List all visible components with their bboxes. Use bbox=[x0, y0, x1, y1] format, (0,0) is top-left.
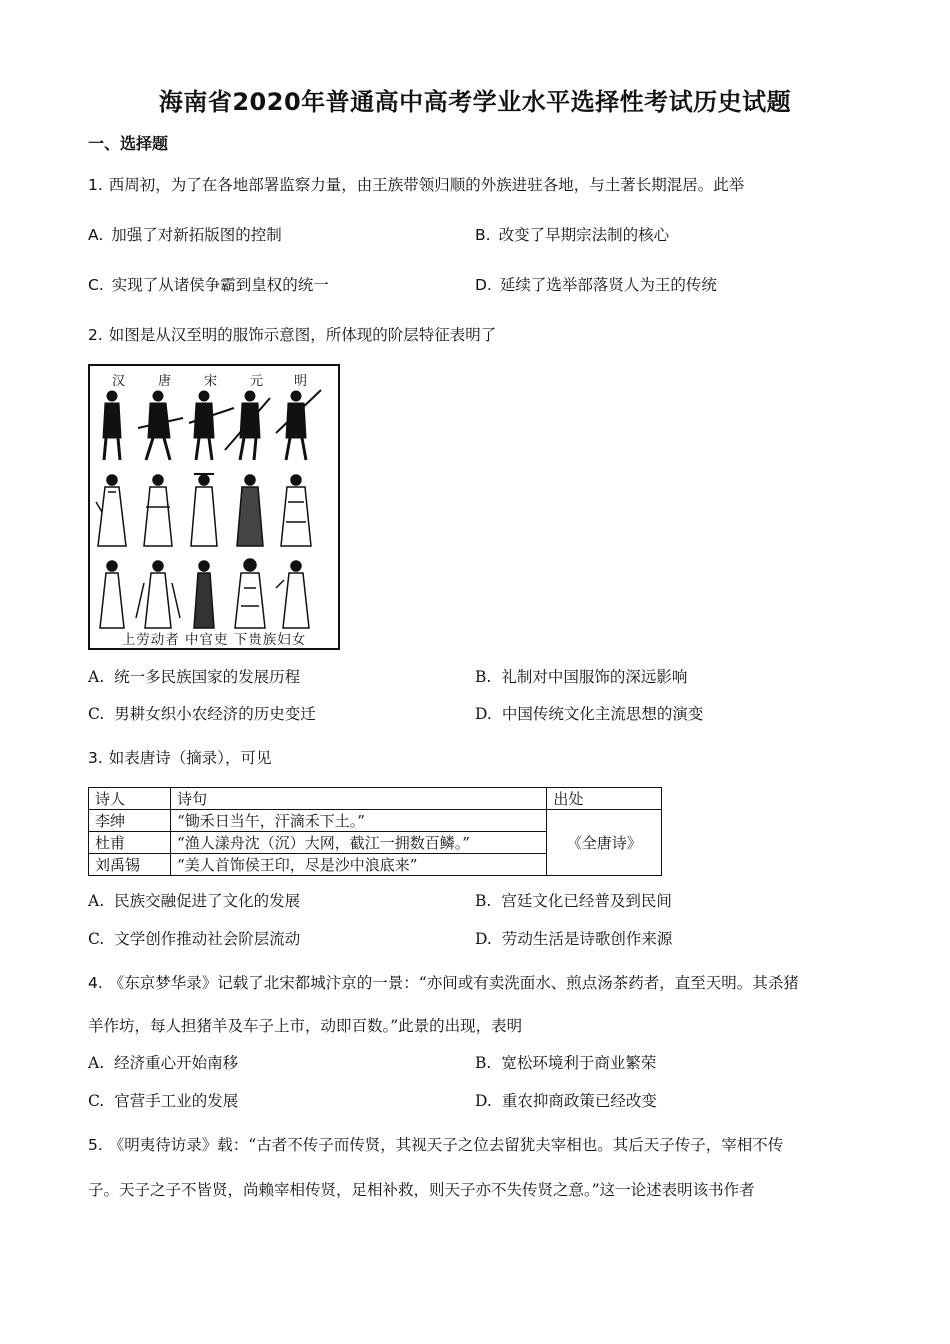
q3-option-b[interactable]: B. 宫廷文化已经普及到民间 bbox=[475, 892, 672, 910]
q4-option-b[interactable]: B. 宽松环境利于商业繁荣 bbox=[475, 1054, 657, 1072]
q2-option-c[interactable]: C. 男耕女织小农经济的历史变迁 bbox=[88, 705, 316, 723]
table-header-row bbox=[89, 788, 662, 810]
question-text: 如图是从汉至明的服饰示意图，所体现的阶层特征表明了 bbox=[108, 326, 497, 344]
question-number: 5. bbox=[88, 1136, 103, 1154]
noblewoman-figures bbox=[100, 559, 309, 628]
q1-option-d[interactable]: D. 延续了选举部落贤人为王的传统 bbox=[475, 276, 717, 294]
dynasty-label: 宋 bbox=[204, 374, 218, 389]
question-2 bbox=[88, 325, 496, 345]
source-cell: 《全唐诗》 bbox=[547, 810, 662, 876]
q4-option-d[interactable]: D. 重农抑商政策已经改变 bbox=[475, 1092, 657, 1110]
dynasty-label: 明 bbox=[294, 374, 308, 389]
poem-line-cell: “渔人漾舟沈（沉）大网，截江一拥数百鳞。” bbox=[171, 832, 547, 854]
costume-figure bbox=[88, 364, 340, 650]
question-text: 羊作坊，每人担猪羊及车子上市，动即百数。”此景的出现，表明 bbox=[88, 1017, 523, 1035]
q1-option-a[interactable]: A. 加强了对新拓版图的控制 bbox=[88, 226, 282, 244]
poem-line-cell: “美人首饰侯王印，尽是沙中浪底来” bbox=[171, 854, 547, 876]
laborer-figures bbox=[103, 390, 321, 460]
question-number: 1. bbox=[88, 176, 103, 194]
question-number: 4. bbox=[88, 974, 103, 992]
question-5 bbox=[88, 1135, 783, 1155]
question-4-continued bbox=[88, 1016, 522, 1036]
question-5-continued bbox=[88, 1180, 755, 1200]
section-heading: 一、选择题 bbox=[88, 134, 169, 153]
poem-table bbox=[88, 787, 662, 876]
page-title: 海南省2020年普通高中高考学业水平选择性考试历史试题 bbox=[158, 88, 792, 116]
dynasty-label: 元 bbox=[250, 374, 264, 389]
q2-option-b[interactable]: B. 礼制对中国服饰的深远影响 bbox=[475, 668, 688, 686]
figure-caption: 上劳动者 中官吏 下贵族妇女 bbox=[121, 632, 307, 648]
official-figures bbox=[96, 474, 311, 546]
dynasty-label: 汉 bbox=[112, 374, 126, 389]
question-number: 3. bbox=[88, 749, 103, 767]
question-text: 如表唐诗（摘录），可见 bbox=[108, 749, 272, 767]
question-1 bbox=[88, 175, 744, 195]
poet-cell: 刘禹锡 bbox=[89, 854, 171, 876]
q1-option-b[interactable]: B. 改变了早期宗法制的核心 bbox=[475, 226, 670, 244]
poet-cell: 李绅 bbox=[89, 810, 171, 832]
table-row bbox=[89, 810, 662, 832]
table-header: 出处 bbox=[547, 788, 662, 810]
q4-option-c[interactable]: C. 官营手工业的发展 bbox=[88, 1092, 239, 1110]
q3-option-a[interactable]: A. 民族交融促进了文化的发展 bbox=[88, 892, 301, 910]
question-4 bbox=[88, 973, 799, 993]
table-header: 诗句 bbox=[171, 788, 547, 810]
q2-option-a[interactable]: A. 统一多民族国家的发展历程 bbox=[88, 668, 301, 686]
figure-illustrations bbox=[90, 388, 338, 632]
q3-option-c[interactable]: C. 文学创作推动社会阶层流动 bbox=[88, 930, 301, 948]
question-text: 《明夷待访录》载：“古者不传子而传贤，其视天子之位去留犹夫宰相也。其后天子传子，宰相不传 bbox=[108, 1136, 784, 1154]
q2-option-d[interactable]: D. 中国传统文化主流思想的演变 bbox=[475, 705, 704, 723]
poem-line-cell: “锄禾日当午，汗滴禾下土。” bbox=[171, 810, 547, 832]
poet-cell: 杜甫 bbox=[89, 832, 171, 854]
dynasty-label: 唐 bbox=[158, 374, 172, 389]
question-3 bbox=[88, 748, 272, 768]
question-text: 西周初，为了在各地部署监察力量，由王族带领归顺的外族进驻各地，与土著长期混居。此举 bbox=[108, 176, 745, 194]
q1-option-c[interactable]: C. 实现了从诸侯争霸到皇权的统一 bbox=[88, 276, 329, 294]
table-header: 诗人 bbox=[89, 788, 171, 810]
question-text: 《东京梦华录》记载了北宋都城汴京的一景：“亦间或有卖洗面水、煎点汤茶药者，直至天明。其杀猪 bbox=[108, 974, 799, 992]
question-number: 2. bbox=[88, 326, 103, 344]
question-text: 子。天子之子不皆贤，尚赖宰相传贤，足相补救，则天子亦不失传贤之意。”这一论述表明该书作者 bbox=[88, 1181, 755, 1199]
q3-option-d[interactable]: D. 劳动生活是诗歌创作来源 bbox=[475, 930, 673, 948]
q4-option-a[interactable]: A. 经济重心开始南移 bbox=[88, 1054, 239, 1072]
